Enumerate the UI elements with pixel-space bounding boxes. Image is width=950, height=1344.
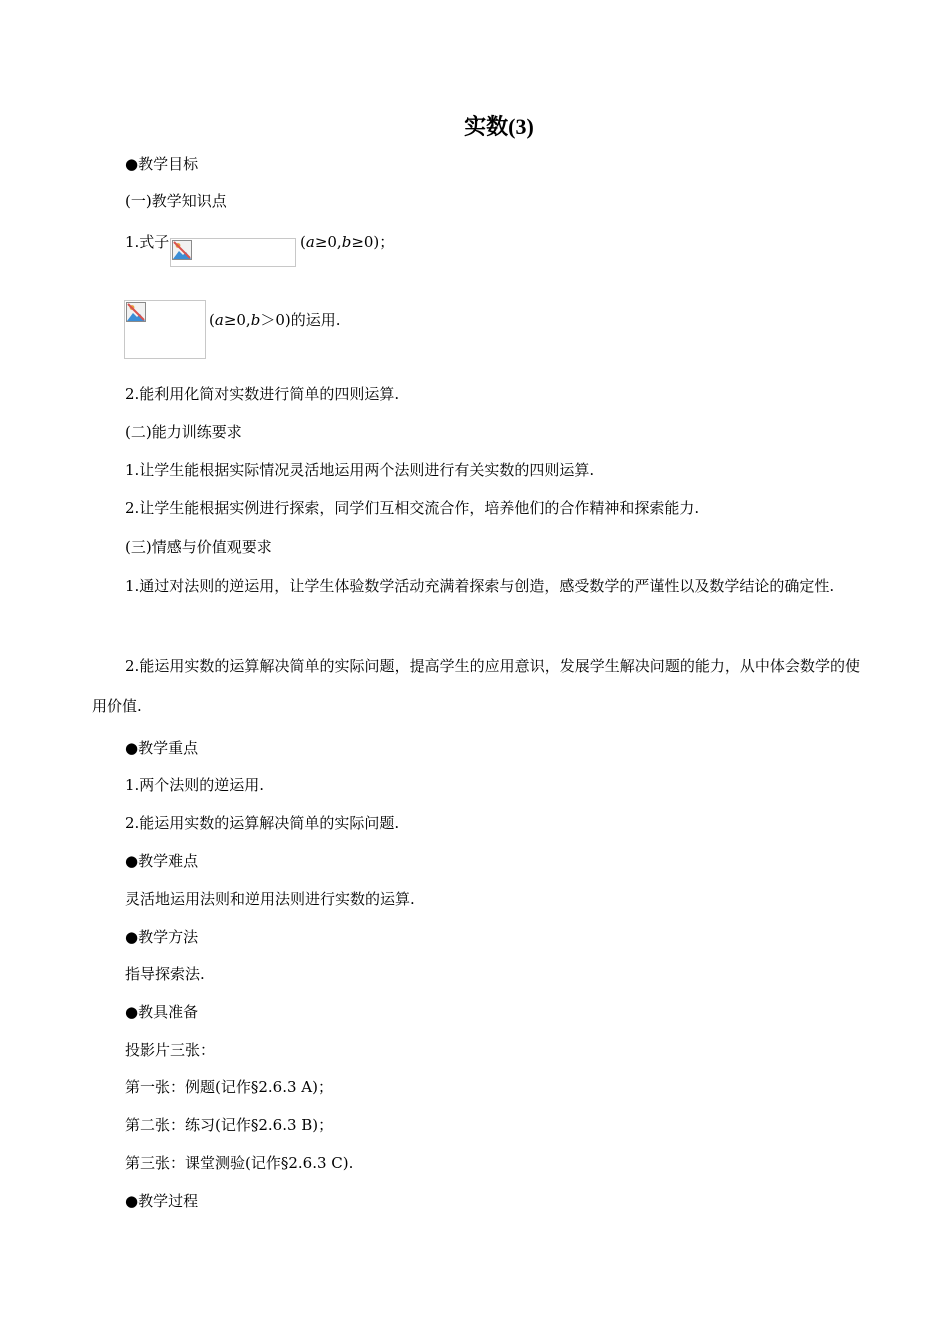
method-item-1: 指导探索法.: [125, 965, 205, 983]
broken-image-icon: [126, 302, 146, 322]
tools-item-3: 第二张：练习(记作§2.6.3 B)；: [125, 1116, 334, 1134]
knowledge-item-2: 2.能利用化简对实数进行简单的四则运算.: [125, 385, 400, 403]
emotion-heading: (三)情感与价值观要求: [125, 538, 272, 556]
goals-heading: ●教学目标: [125, 155, 199, 173]
difficulty-item-1: 灵活地运用法则和逆用法则进行实数的运算.: [125, 890, 415, 908]
ability-item-2: 2.让学生能根据实例进行探索，同学们互相交流合作，培养他们的合作精神和探索能力.: [125, 499, 700, 517]
formula-image-1: [170, 238, 296, 267]
tools-item-1: 投影片三张：: [125, 1041, 216, 1059]
key-heading: ●教学重点: [125, 739, 199, 757]
ability-heading: (二)能力训练要求: [125, 423, 242, 441]
formula-1-condition: (a≥0,b≥0)；: [300, 233, 395, 251]
broken-image-icon: [172, 240, 192, 260]
formula-image-2: [124, 300, 206, 359]
formula-2-condition: (a≥0,b＞0)的运用.: [209, 311, 341, 329]
tools-heading: ●教具准备: [125, 1003, 199, 1021]
knowledge-item-1-prefix: 1.式子: [125, 233, 170, 251]
ability-item-1: 1.让学生能根据实际情况灵活地运用两个法则进行有关实数的四则运算.: [125, 461, 595, 479]
emotion-item-1: 1.通过对法则的逆运用，让学生体验数学活动充满着探索与创造，感受数学的严谨性以及数学结论的确定性.: [125, 577, 835, 595]
knowledge-item-1: [125, 232, 169, 252]
key-item-2: 2.能运用实数的运算解决简单的实际问题.: [125, 814, 400, 832]
difficulty-heading: ●教学难点: [125, 852, 199, 870]
page-title: 实数(3): [464, 114, 534, 139]
tools-item-4: 第三张：课堂测验(记作§2.6.3 C).: [125, 1154, 354, 1172]
knowledge-heading: (一)教学知识点: [125, 192, 227, 210]
method-heading: ●教学方法: [125, 928, 199, 946]
tools-item-2: 第一张：例题(记作§2.6.3 A)；: [125, 1078, 333, 1096]
key-item-1: 1.两个法则的逆运用.: [125, 776, 265, 794]
emotion-item-2: 2.能运用实数的运算解决简单的实际问题，提高学生的应用意识，发展学生解决问题的能力，从中体会数学的使用价值.: [92, 657, 860, 715]
process-heading: ●教学过程: [125, 1192, 199, 1210]
